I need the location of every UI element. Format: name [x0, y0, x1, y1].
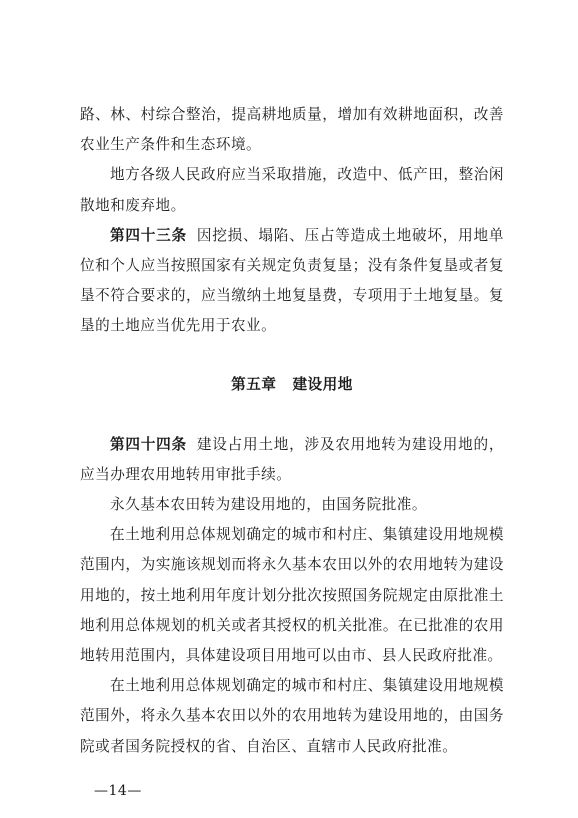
article-43-text: 因挖损、塌陷、压占等造成土地破坏，用地单位和个人应当按照国家有关规定负责复垦；没有条件复垦或者复垦不符合要求的，应当缴纳土地复垦费，专项用于土地复垦。复垦的土地应当优先用于农业。	[80, 226, 504, 335]
chapter-heading	[80, 370, 504, 400]
paragraph-continued: 路、林、村综合整治，提高耕地质量，增加有效耕地面积，改善农业生产条件和生态环境。	[80, 106, 504, 154]
paragraph-local-government: 地方各级人民政府应当采取措施，改造中、低产田，整治闲散地和废弃地。	[80, 166, 504, 214]
document-body	[80, 100, 504, 762]
paragraph-within-scope: 在土地利用总体规划确定的城市和村庄、集镇建设用地规模范围内，为实施该规划而将永久基本农田以外的农用地转为建设用地的，按土地利用年度计划分批次按照国务院规定由原批准土地利用总体规划的机关或者其授权的机关批准。在已批准的农用地转用范围内，具体建设项目用地可以由市、县人民政府批准。	[80, 526, 504, 665]
paragraph-outside-scope: 在土地利用总体规划确定的城市和村庄、集镇建设用地规模范围外，将永久基本农田以外的农用地转为建设用地的，由国务院或者国务院授权的省、自治区、直辖市人民政府批准。	[80, 677, 504, 755]
chapter-title: 建设用地	[292, 375, 353, 393]
page-number: —14—	[94, 783, 142, 799]
article-44-text: 建设占用土地，涉及农用地转为建设用地的，应当办理农用地转用审批手续。	[80, 435, 504, 483]
article-44	[80, 430, 504, 490]
chapter-number: 第五章	[231, 375, 277, 393]
paragraph-basic-farmland: 永久基本农田转为建设用地的，由国务院批准。	[110, 496, 427, 514]
article-43	[80, 221, 504, 342]
article-44-label: 第四十四条	[110, 435, 187, 453]
article-43-label: 第四十三条	[110, 226, 187, 244]
